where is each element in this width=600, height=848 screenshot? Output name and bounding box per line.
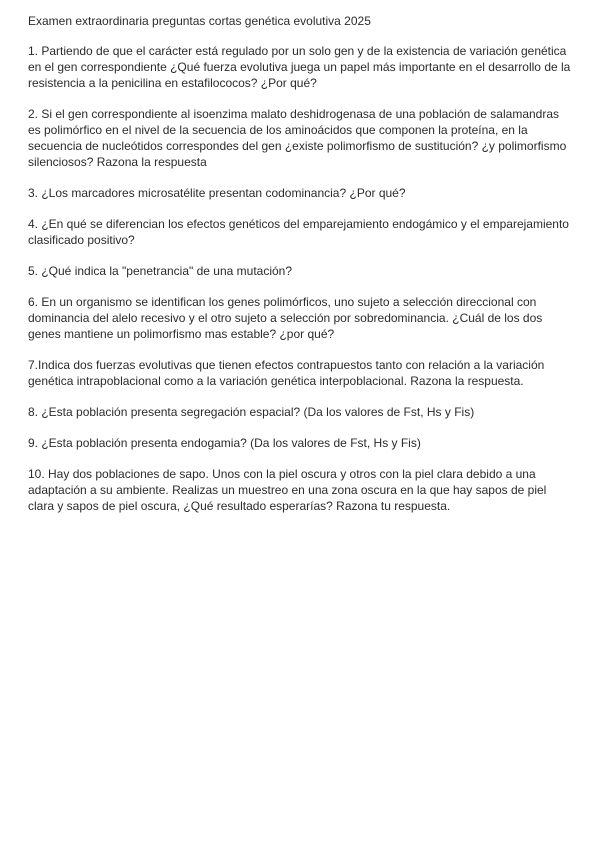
question-4: 4. ¿En qué se diferencian los efectos genéticos del emparejamiento endogámico y el emparejamiento clasificado positivo? bbox=[28, 217, 569, 247]
question-3: 3. ¿Los marcadores microsatélite presentan codominancia? ¿Por qué? bbox=[28, 186, 406, 200]
question-7: 7.Indica dos fuerzas evolutivas que tienen efectos contrapuestos tanto con relación a la variación genética intrapoblacional como a la variación genética interpoblacional. Razona la respuesta. bbox=[28, 358, 545, 388]
question-8: 8. ¿Esta población presenta segregación espacial? (Da los valores de Fst, Hs y Fis) bbox=[28, 405, 475, 419]
question-9: 9. ¿Esta población presenta endogamia? (Da los valores de Fst, Hs y Fis) bbox=[28, 436, 421, 450]
question-5: 5. ¿Qué indica la "penetrancia" de una mutación? bbox=[28, 264, 293, 278]
question-1: 1. Partiendo de que el carácter está regulado por un solo gen y de la existencia de variación genética en el gen correspondiente ¿Qué fuerza evolutiva juega un papel más importante en el desarrollo de la resistencia a la penicilina en estafilococos? ¿Por qué? bbox=[28, 44, 571, 90]
document-title: Examen extraordinaria preguntas cortas genética evolutiva 2025 bbox=[28, 14, 371, 28]
question-10: 10. Hay dos poblaciones de sapo. Unos con la piel oscura y otros con la piel clara debido a una adaptación a su ambiente. Realizas un muestreo en una zona oscura en la que hay sapos de piel clara y sapos de piel oscura, ¿Qué resultado esperarías? Razona tu respuesta. bbox=[28, 467, 547, 513]
question-6: 6. En un organismo se identifican los genes polimórficos, uno sujeto a selección direccional con dominancia del alelo recesivo y el otro sujeto a selección por sobredominancia. ¿Cuál de los dos genes mantiene un polimorfismo mas estable? ¿por qué? bbox=[28, 295, 543, 341]
question-2: 2. Si el gen correspondiente al isoenzima malato deshidrogenasa de una población de salamandras es polimórfico en el nivel de la secuencia de los aminoácidos que componen la proteína, en la secuencia de nucleótidos correspondes del gen ¿existe polimorfismo de sustitución? ¿y polimorfismo silenciosos? Razona la respuesta bbox=[28, 107, 567, 169]
